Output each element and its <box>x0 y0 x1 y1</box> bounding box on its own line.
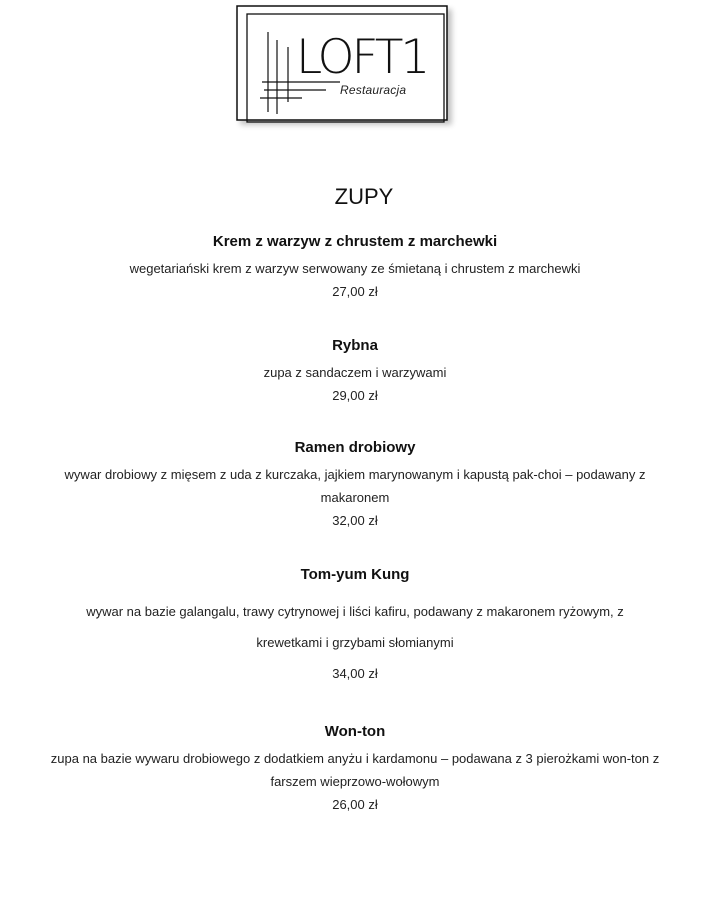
menu-item-name: Rybna <box>332 337 378 354</box>
menu-item <box>40 337 670 407</box>
menu-item-description: wegetariański krem z warzyw serwowany ze śmietaną i chrustem z marchewki <box>129 261 581 276</box>
menu-item-price: 26,00 zł <box>332 797 378 812</box>
menu-item-price: 34,00 zł <box>332 666 378 681</box>
menu-item-description: wywar drobiowy z mięsem z uda z kurczaka, jajkiem marynowanym i kapustą pak-choi – podawany z makaronem <box>64 467 646 505</box>
menu-item-price: 32,00 zł <box>332 513 378 528</box>
menu-item-description: zupa na bazie wywaru drobiowego z dodatkiem anyżu i kardamonu – podawana z 3 pierożkami won-ton z farszem wieprzowo-wołowym <box>50 751 660 789</box>
logo-subtitle: Restauracja <box>340 83 407 97</box>
menu-item-price: 27,00 zł <box>332 284 378 299</box>
menu-item-name: Won-ton <box>324 723 386 740</box>
menu-item <box>55 566 655 685</box>
menu-item-description: zupa z sandaczem i warzywami <box>263 365 447 380</box>
menu-item-name: Krem z warzyw z chrustem z marchewki <box>212 233 498 250</box>
section-title: ZUPY <box>334 184 394 209</box>
menu-item-name: Ramen drobiowy <box>294 439 416 456</box>
menu-item <box>30 439 680 532</box>
menu-item <box>40 723 670 816</box>
menu-item-name: Tom-yum Kung <box>300 566 410 583</box>
restaurant-logo <box>0 0 728 140</box>
menu-item-price: 29,00 zł <box>332 388 378 403</box>
menu-item <box>40 233 670 303</box>
menu-item-description: wywar na bazie galangalu, trawy cytrynowej i liści kafiru, podawany z makaronem ryżowym, z krewetkami i grzybami słomianymi <box>86 604 624 650</box>
logo-wordmark: LOFT1 <box>296 30 428 85</box>
